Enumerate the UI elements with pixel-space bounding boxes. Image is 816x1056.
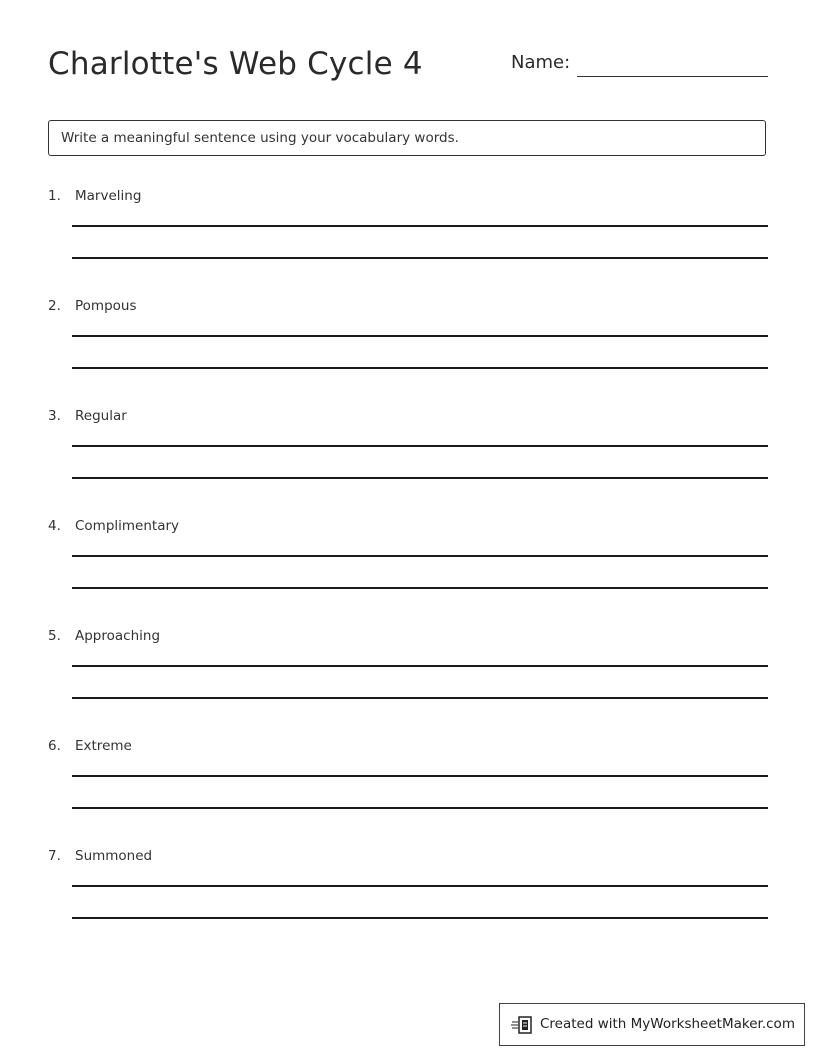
answer-line[interactable] [72,807,768,809]
answer-line[interactable] [72,257,768,259]
list-item [0,406,816,516]
vocabulary-word: Summoned [75,848,153,864]
worksheet-maker-logo-icon [511,1015,533,1035]
item-number: 1. [48,188,61,204]
answer-line[interactable] [72,555,768,557]
answer-line[interactable] [72,477,768,479]
footer-badge[interactable] [499,1003,805,1046]
vocabulary-word: Approaching [75,628,161,644]
footer-credit-text: Created with MyWorksheetMaker.com [540,1016,795,1032]
answer-line[interactable] [72,335,768,337]
list-item [0,626,816,736]
vocabulary-word: Regular [75,408,127,424]
vocabulary-word: Marveling [75,188,142,204]
instructions-box [48,120,766,156]
answer-line[interactable] [72,587,768,589]
answer-line[interactable] [72,367,768,369]
answer-line[interactable] [72,885,768,887]
answer-line[interactable] [72,917,768,919]
list-item [0,186,816,296]
instructions-text: Write a meaningful sentence using your vocabulary words. [61,130,459,146]
item-number: 6. [48,738,61,754]
list-item [0,846,816,956]
list-item [0,516,816,626]
answer-line[interactable] [72,697,768,699]
vocabulary-word: Pompous [75,298,137,314]
answer-line[interactable] [72,665,768,667]
vocabulary-word: Extreme [75,738,132,754]
vocabulary-word: Complimentary [75,518,180,534]
answer-line[interactable] [72,225,768,227]
item-number: 7. [48,848,61,864]
item-number: 3. [48,408,61,424]
item-number: 5. [48,628,61,644]
answer-line[interactable] [72,445,768,447]
name-label: Name: [511,52,571,73]
item-number: 4. [48,518,61,534]
answer-line[interactable] [72,775,768,777]
list-item [0,736,816,846]
name-field-line[interactable] [577,76,768,77]
worksheet-title: Charlotte's Web Cycle 4 [48,46,423,82]
item-number: 2. [48,298,61,314]
list-item [0,296,816,406]
